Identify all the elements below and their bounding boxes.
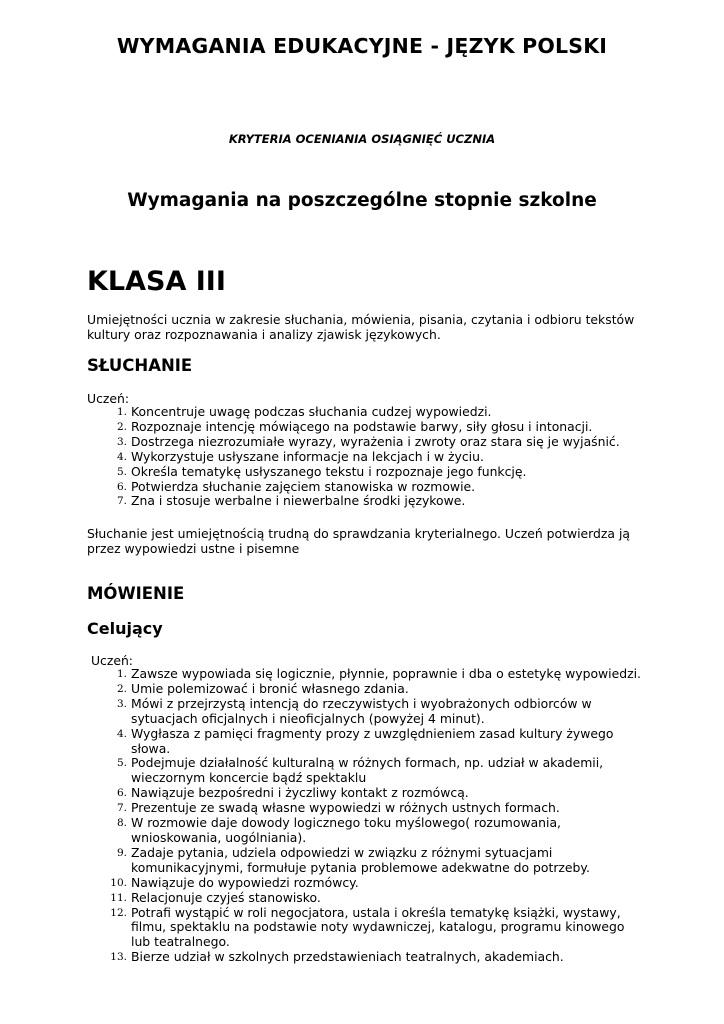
list-item-text: Prezentuje ze swadą własne wypowiedzi w różnych ustnych formach. xyxy=(131,800,560,816)
list-item-text: W rozmowie daje dowody logicznego toku myślowego( rozumowania, wnioskowania, uogólniania). xyxy=(131,815,561,845)
list-item xyxy=(116,418,651,435)
list-item-number: 1. xyxy=(116,668,127,680)
list-item-text: Potrafi wystąpić w roli negocjatora, ustala i określa tematykę książki, wystawy, filmu, spektaklu na podstawie noty wydawniczej, katalogu, programu kinowego lub teatralnego. xyxy=(131,904,625,950)
list-item-number: 3. xyxy=(116,697,127,710)
list-item xyxy=(116,433,651,450)
list-item-text: Zadaje pytania, udziela odpowiedzi w związku z różnymi sytuacjami komunikacyjnymi, formułuje pytania problemowe adekwatne do potrzeby. xyxy=(131,844,590,875)
list-item-text: Bierze udział w szkolnych przedstawieniach teatralnych, akademiach. xyxy=(131,949,564,965)
list-item xyxy=(116,815,641,846)
listening-heading: SŁUCHANIE xyxy=(87,356,193,375)
list-item-number: 11. xyxy=(110,891,127,904)
list-item xyxy=(116,800,641,816)
list-item-number: 13. xyxy=(110,951,127,964)
document-subtitle: KRYTERIA OCENIANIA OSIĄGNIĘĆ UCZNIA xyxy=(228,132,496,146)
list-item-number: 4. xyxy=(116,450,127,463)
list-item xyxy=(116,755,641,786)
list-item-number: 1. xyxy=(116,406,127,418)
listening-note: Słuchanie jest umiejętnością trudną do sprawdzania kryterialnego. Uczeń potwierdza ją przez wypowiedzi ustne i pisemne xyxy=(87,526,630,556)
list-item-text: Wykorzystuje usłyszane informacje na lekcjach i w życiu. xyxy=(131,448,484,464)
list-item-number: 9. xyxy=(116,846,127,859)
list-item xyxy=(116,493,651,509)
list-item-text: Potwierdza słuchanie zajęciem stanowiska w rozmowie. xyxy=(131,478,476,494)
list-item-number: 7. xyxy=(116,495,127,508)
list-item-number: 3. xyxy=(116,435,127,448)
listening-student-label: Uczeń: xyxy=(87,391,130,406)
grade-heading: Celujący xyxy=(87,619,163,638)
document-title: WYMAGANIA EDUKACYJNE - JĘZYK POLSKI xyxy=(116,34,608,58)
list-item-number: 6. xyxy=(116,480,127,493)
list-item-text: Umie polemizować i bronić własnego zdania. xyxy=(131,680,409,696)
list-item xyxy=(116,404,651,420)
list-item-number: 6. xyxy=(116,787,127,800)
list-item xyxy=(116,725,641,757)
list-item-text: Wygłasza z pamięci fragmenty prozy z uwzględnieniem zasad kultury żywego słowa. xyxy=(131,725,614,756)
list-item-text: Koncentruje uwagę podczas słuchania cudzej wypowiedzi. xyxy=(131,404,492,419)
list-item-number: 7. xyxy=(116,802,127,815)
list-item-number: 8. xyxy=(116,817,127,830)
list-item-number: 5. xyxy=(116,465,127,478)
list-item-text: Zawsze wypowiada się logicznie, płynnie, poprawnie i dba o estetykę wypowiedzi. xyxy=(131,666,641,681)
list-item-number: 5. xyxy=(116,757,127,770)
list-item xyxy=(116,844,641,876)
list-item-number: 10. xyxy=(110,876,127,889)
list-item-number: 2. xyxy=(116,420,127,433)
listening-list xyxy=(116,404,651,509)
list-item xyxy=(116,785,641,801)
list-item xyxy=(110,904,641,951)
list-item xyxy=(110,874,641,891)
speaking-list xyxy=(110,666,641,965)
class-heading: KLASA III xyxy=(87,266,226,297)
list-item-number: 12. xyxy=(110,906,127,919)
list-item-text: Dostrzega niezrozumiałe wyrazy, wyrażenia i zwroty oraz stara się je wyjaśnić. xyxy=(131,433,620,449)
list-item-text: Nawiązuje bezpośredni i życzliwy kontakt z rozmówcą. xyxy=(131,785,469,801)
list-item-text: Nawiązuje do wypowiedzi rozmówcy. xyxy=(131,874,359,890)
list-item-text: Podejmuje działalność kulturalną w różnych formach, np. udział w akademii, wieczornym koncercie bądź spektaklu xyxy=(131,755,604,786)
list-item-text: Zna i stosuje werbalne i niewerbalne środki językowe. xyxy=(131,493,466,509)
list-item xyxy=(116,463,651,480)
list-item xyxy=(116,695,641,727)
list-item xyxy=(116,666,641,682)
list-item-text: Określa tematykę usłyszanego tekstu i rozpoznaje jego funkcję. xyxy=(131,463,527,479)
list-item-text: Mówi z przejrzystą intencją do rzeczywistych i wyobrażonych odbiorców w sytuacjach oficjalnych i nieoficjalnych (powyżej 4 minut). xyxy=(131,695,592,726)
list-item xyxy=(110,889,641,906)
speaking-heading: MÓWIENIE xyxy=(87,584,185,603)
list-item xyxy=(110,949,641,965)
list-item-number: 4. xyxy=(116,727,127,740)
list-item-number: 2. xyxy=(116,682,127,695)
list-item-text: Rozpoznaje intencję mówiącego na podstawie barwy, siły głosu i intonacji. xyxy=(131,418,593,434)
list-item xyxy=(116,680,641,697)
list-item xyxy=(116,448,651,465)
list-item xyxy=(116,478,651,495)
list-item-text: Relacjonuje czyjeś stanowisko. xyxy=(131,889,321,905)
speaking-student-label: Uczeń: xyxy=(87,653,133,668)
grades-heading: Wymagania na poszczególne stopnie szkolne xyxy=(127,190,597,211)
intro-paragraph: Umiejętności ucznia w zakresie słuchania, mówienia, pisania, czytania i odbioru tekstów kultury oraz rozpoznawania i analizy zjawisk językowych. xyxy=(87,312,635,342)
